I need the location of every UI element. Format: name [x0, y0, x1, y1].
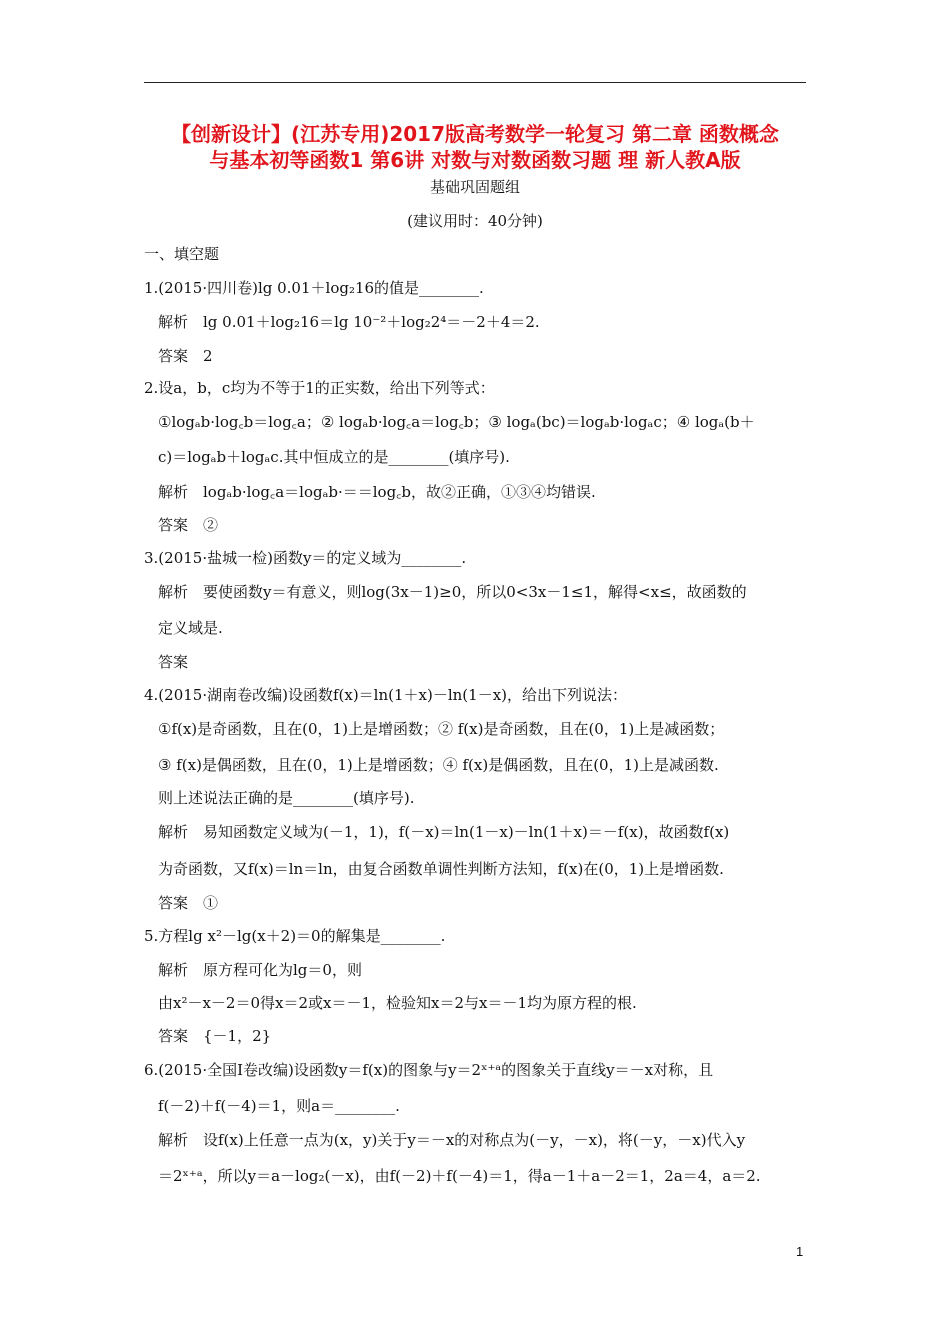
doc-title-line-1: 【创新设计】(江苏专用)2017版高考数学一轮复习 第二章 函数概念 — [171, 122, 779, 146]
group-label: 基础巩固题组 — [429, 178, 520, 196]
q4-analysis-1: 解析 易知函数定义域为(－1，1)，f(－x)＝ln(1－x)－ln(1＋x)＝－f(x)，故函数f(x) — [158, 823, 730, 841]
q5-analysis-2: 由x²－x－2＝0得x＝2或x＝－1，检验知x＝2与x＝－1均为原方程的根. — [158, 994, 637, 1012]
question-3: 3.(2015·盐城一检)函数y＝的定义域为________. — [144, 549, 467, 567]
question-2: 2.设a，b，c均为不等于1的正实数，给出下列等式： — [144, 379, 495, 397]
question-4: 4.(2015·湖南卷改编)设函数f(x)＝ln(1＋x)－ln(1－x)，给出下列说法： — [144, 686, 628, 704]
page-number: 1 — [796, 1244, 804, 1259]
q5-analysis-1: 解析 原方程可化为lg＝0，则 — [158, 961, 362, 979]
question-5: 5.方程lg x²－lg(x＋2)＝0的解集是________. — [144, 927, 446, 945]
question-1: 1.(2015·四川卷)lg 0.01＋log₂16的值是________. — [144, 279, 484, 297]
q1-analysis: 解析 lg 0.01＋log₂16＝lg 10⁻²＋log₂2⁴＝－2＋4＝2. — [158, 313, 540, 331]
section-heading: 一、填空题 — [144, 245, 220, 263]
q6-analysis-1: 解析 设f(x)上任意一点为(x，y)关于y＝－x的对称点为(－y，－x)，将(－y，－x)代入y — [158, 1131, 746, 1149]
q4-options-2: ③ f(x)是偶函数，且在(0，1)上是增函数；④ f(x)是偶函数，且在(0，1)上是减函数. — [158, 756, 719, 774]
time-hint: (建议用时：40分钟) — [407, 212, 543, 230]
q2-analysis: 解析 logₐb·log꜀a＝logₐb·＝＝log꜀b，故②正确，①③④均错误. — [158, 483, 596, 501]
q3-analysis-1: 解析 要使函数y＝有意义，则log(3x－1)≥0，所以0<3x－1≤1，解得<x≤，故函数的 — [158, 583, 747, 601]
header-rule — [144, 82, 806, 83]
question-6-2: f(－2)＋f(－4)＝1，则a＝________. — [158, 1097, 400, 1115]
q3-analysis-2: 定义域是. — [158, 619, 223, 637]
q4-answer: 答案 ① — [158, 894, 219, 912]
q2-options-2: c)＝logₐb＋logₐc.其中恒成立的是________(填序号). — [158, 448, 510, 466]
q1-answer: 答案 2 — [158, 347, 213, 365]
q6-analysis-2: ＝2ˣ⁺ᵃ，所以y＝a－log₂(－x)，由f(－2)＋f(－4)＝1，得a－1＋a－2＝1，2a＝4，a＝2. — [158, 1167, 761, 1185]
q2-options-1: ①logₐb·log꜀b＝log꜀a；② logₐb·log꜀a＝log꜀b；③ logₐ(bc)＝logₐb·logₐc；④ logₐ(b＋ — [158, 413, 755, 431]
question-6-1: 6.(2015·全国Ⅰ卷改编)设函数y＝f(x)的图象与y＝2ˣ⁺ᵃ的图象关于直线y＝－x对称，且 — [144, 1061, 714, 1079]
q4-prompt: 则上述说法正确的是________(填序号). — [158, 789, 415, 807]
q5-answer: 答案 {－1，2} — [158, 1027, 272, 1045]
q4-analysis-2: 为奇函数，又f(x)＝ln＝ln，由复合函数单调性判断方法知，f(x)在(0，1)上是增函数. — [158, 860, 724, 878]
q4-options-1: ①f(x)是奇函数，且在(0，1)上是增函数；② f(x)是奇函数，且在(0，1)上是减函数； — [158, 720, 725, 738]
doc-title-line-2: 与基本初等函数1 第6讲 对数与对数函数习题 理 新人教A版 — [209, 148, 741, 172]
q2-answer: 答案 ② — [158, 516, 219, 534]
q3-answer: 答案 — [158, 653, 189, 671]
